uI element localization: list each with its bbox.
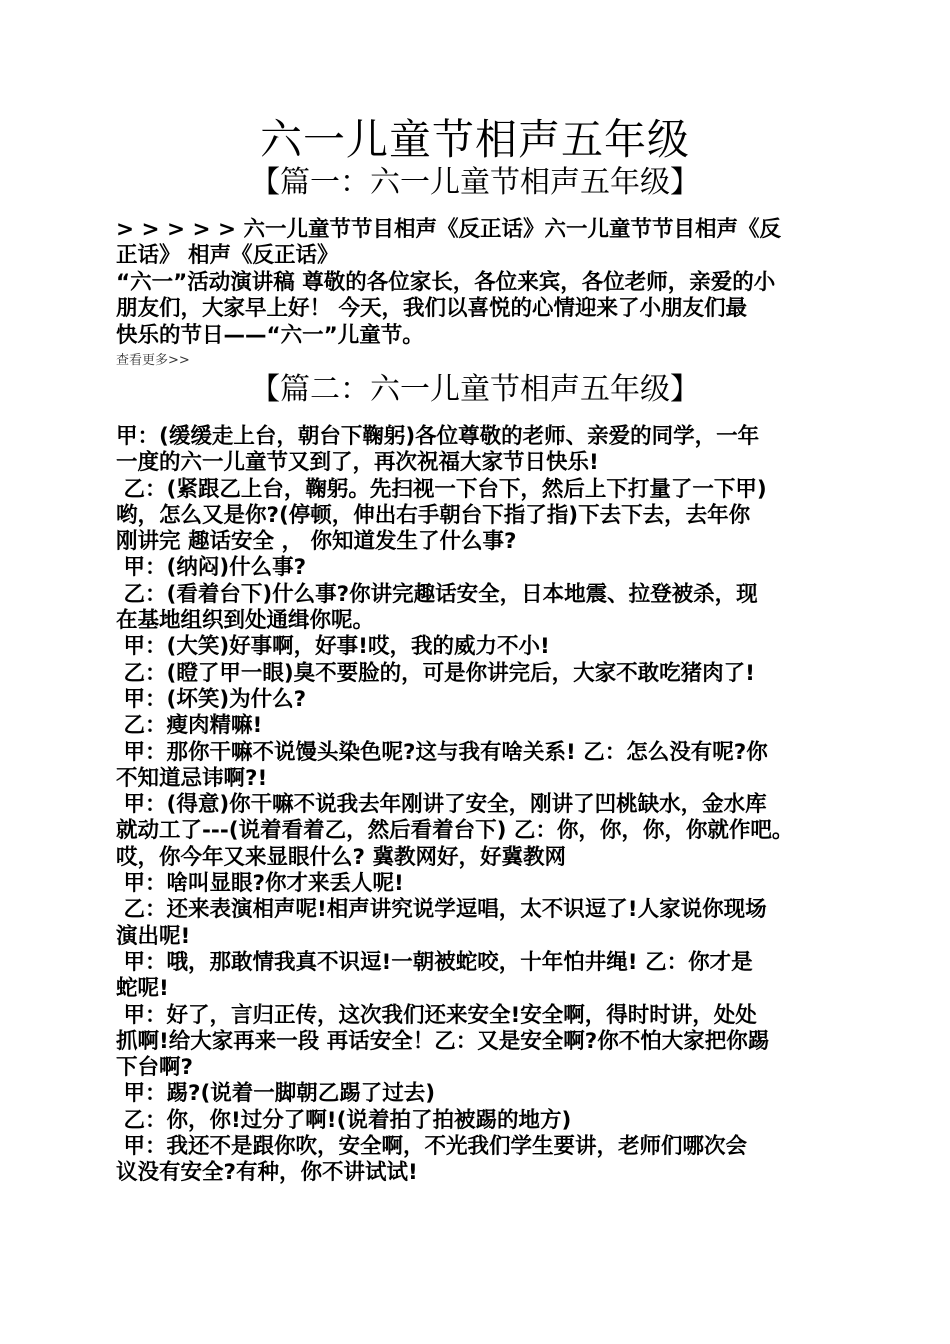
- dialogue-line: 乙：(看着台下)什么事?你讲完趣话安全，日本地震、拉登被杀，现: [116, 581, 758, 607]
- document-title: 六一儿童节相声五年级: [259, 115, 690, 164]
- dialogue-line: 在基地组织到处通缉你呢。: [116, 608, 375, 634]
- dialogue-line: 甲：那你干嘛不说馒头染色呢?这与我有啥关系! 乙：怎么没有呢?你: [116, 739, 768, 765]
- dialogue-line: 演出呢!: [116, 923, 191, 949]
- dialogue-line: 就动工了---(说着看着乙，然后看着台下) 乙：你，你，你，你就作吧。: [116, 818, 794, 844]
- dialogue-line: 甲：我还不是跟你吹，安全啊，不光我们学生要讲，老师们哪次会: [116, 1134, 748, 1160]
- dialogue-line: 一度的六一儿童节又到了，再次祝福大家节日快乐!: [116, 450, 599, 476]
- dialogue-line: 抓啊!给大家再来一段 再话安全！乙：又是安全啊?你不怕大家把你踢: [116, 1028, 770, 1054]
- section-heading-2: 【篇二：六一儿童节相声五年级】: [250, 372, 700, 407]
- dialogue-line: 甲：(坏笑)为什么?: [116, 686, 307, 712]
- dialogue-line: 甲：(纳闷)什么事?: [116, 555, 307, 581]
- section-heading-1: 【篇一：六一儿童节相声五年级】: [250, 165, 700, 200]
- dialogue-line: 刚讲完 趣话安全 ， 你知道发生了什么事?: [116, 529, 517, 555]
- dialogue-line: 乙：瘦肉精嘛!: [116, 713, 263, 739]
- dialogue-line: 哟，怎么又是你?(停顿，伸出右手朝台下指了指)下去下去，去年你: [116, 502, 751, 528]
- dialogue-line: 乙：(紧跟乙上台，鞠躬。先扫视一下台下，然后上下打量了一下甲): [116, 476, 767, 502]
- dialogue-line: 哎，你今年又来显眼什么? 冀教网好，好冀教网: [116, 844, 566, 870]
- related-links-text[interactable]: > > > > > 六一儿童节节目相声《反正话》六一儿童节节目相声《反 正话》 相声《反正话》: [116, 217, 782, 269]
- dialogue-line: 甲：(得意)你干嘛不说我去年刚讲了安全，刚讲了凹桃缺水，金水库: [116, 792, 767, 818]
- view-more-link[interactable]: 查看更多>>: [116, 353, 190, 368]
- dialogue-line: 乙：还来表演相声呢!相声讲究说学逗唱，太不识逗了!人家说你现场: [116, 897, 767, 923]
- dialogue-line: 甲：哦，那敢情我真不识逗!一朝被蛇咬，十年怕井绳! 乙：你才是: [116, 949, 753, 975]
- dialogue-line: 甲：(缓缓走上台，朝台下鞠躬)各位尊敬的老师、亲爱的同学，一年: [116, 424, 760, 449]
- dialogue-line: 甲：踢?(说着一脚朝乙踢了过去): [116, 1081, 436, 1107]
- dialogue-line: 甲：(大笑)好事啊，好事!哎，我的威力不小!: [116, 634, 550, 660]
- dialogue-body: [116, 424, 856, 1187]
- dialogue-line: 甲：啥叫显眼?你才来丢人呢!: [116, 871, 404, 897]
- dialogue-line: 乙：(瞪了甲一眼)臭不要脸的，可是你讲完后，大家不敢吃猪肉了!: [116, 660, 755, 686]
- summary-text: “六一”活动演讲稿 尊敬的各位家长，各位来宾，各位老师，亲爱的小 朋友们，大家早上好！ 今天，我们以喜悦的心情迎来了小朋友们最 快乐的节日——“六一”儿童节。: [116, 270, 776, 348]
- dialogue-line: 乙：你，你!过分了啊!(说着拍了拍被踢的地方): [116, 1107, 572, 1133]
- dialogue-line: 不知道忌讳啊?!: [116, 765, 268, 791]
- dialogue-line: 甲：好了，言归正传，这次我们还来安全!安全啊，得时时讲，处处: [116, 1002, 757, 1028]
- dialogue-line: 下台啊?: [116, 1055, 193, 1081]
- dialogue-line: 议没有安全?有种，你不讲试试!: [116, 1160, 418, 1186]
- dialogue-line: 蛇呢!: [116, 976, 169, 1002]
